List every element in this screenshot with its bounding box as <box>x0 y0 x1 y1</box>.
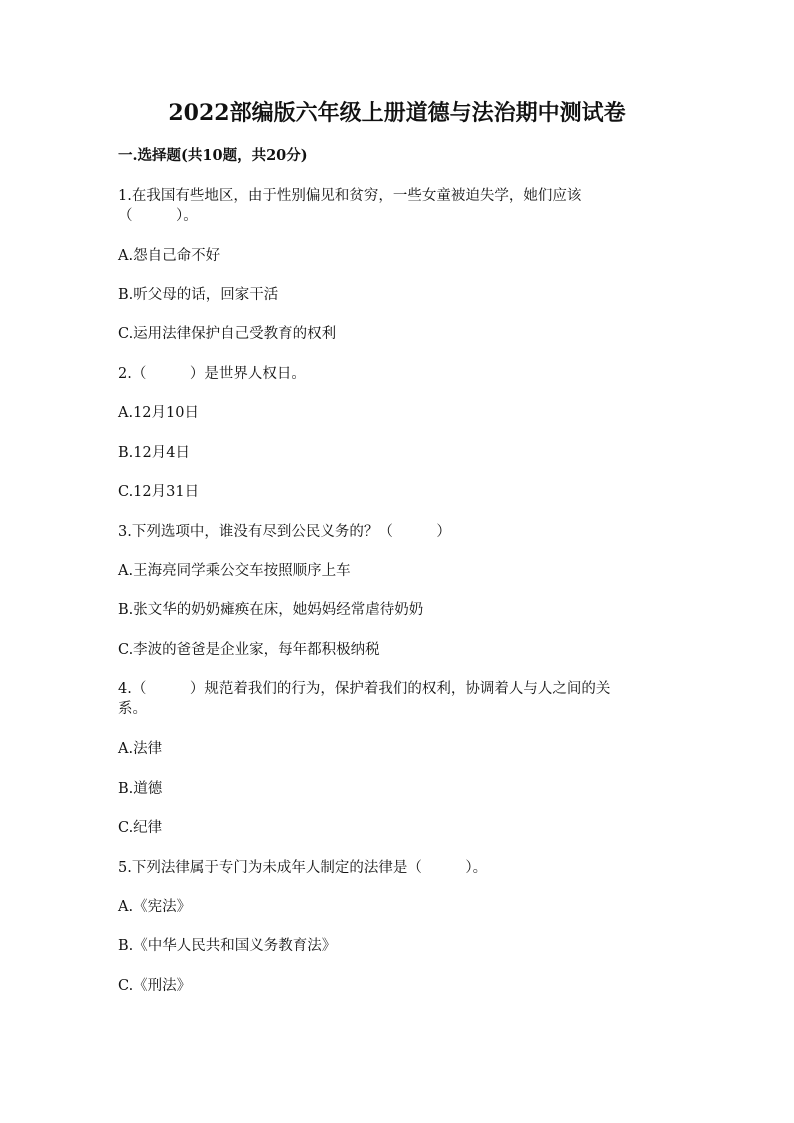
question-1-option-b: B.听父母的话，回家干活 <box>118 287 279 303</box>
section-heading: 一.选择题(共10题，共20分) <box>118 147 308 164</box>
page-title: 2022部编版六年级上册道德与法治期中测试卷 <box>168 100 626 126</box>
question-2-stem: 2.（ ）是世界人权日。 <box>118 366 306 382</box>
question-5-option-c: C.《刑法》 <box>118 978 192 994</box>
question-2-option-a: A.12月10日 <box>118 405 199 421</box>
question-3-stem: 3.下列选项中，谁没有尽到公民义务的？（ ） <box>118 524 451 540</box>
question-3-option-a: A.王海亮同学乘公交车按照顺序上车 <box>118 563 351 579</box>
question-5-option-a: A.《宪法》 <box>118 899 192 915</box>
question-3-option-c: C.李波的爸爸是企业家，每年都积极纳税 <box>118 642 380 658</box>
question-4-option-b: B.道德 <box>118 781 163 797</box>
question-4-stem-continued: 系。 <box>118 701 147 717</box>
question-4-option-a: A.法律 <box>118 741 163 757</box>
question-5-stem: 5.下列法律属于专门为未成年人制定的法律是（ ）。 <box>118 860 488 876</box>
question-2-option-b: B.12月4日 <box>118 445 190 461</box>
question-3-option-b: B.张文华的奶奶瘫痪在床，她妈妈经常虐待奶奶 <box>118 602 424 618</box>
question-1-stem-continued: （ ）。 <box>118 208 198 224</box>
question-1-stem: 1.在我国有些地区，由于性别偏见和贫穷，一些女童被迫失学，她们应该 <box>118 188 582 204</box>
question-1-option-c: C.运用法律保护自己受教育的权利 <box>118 326 337 342</box>
question-2-option-c: C.12月31日 <box>118 484 200 500</box>
question-1-option-a: A.怨自己命不好 <box>118 248 221 264</box>
question-4-option-c: C.纪律 <box>118 820 163 836</box>
question-4-stem: 4.（ ）规范着我们的行为，保护着我们的权利，协调着人与人之间的关 <box>118 681 611 697</box>
question-5-option-b: B.《中华人民共和国义务教育法》 <box>118 938 337 954</box>
